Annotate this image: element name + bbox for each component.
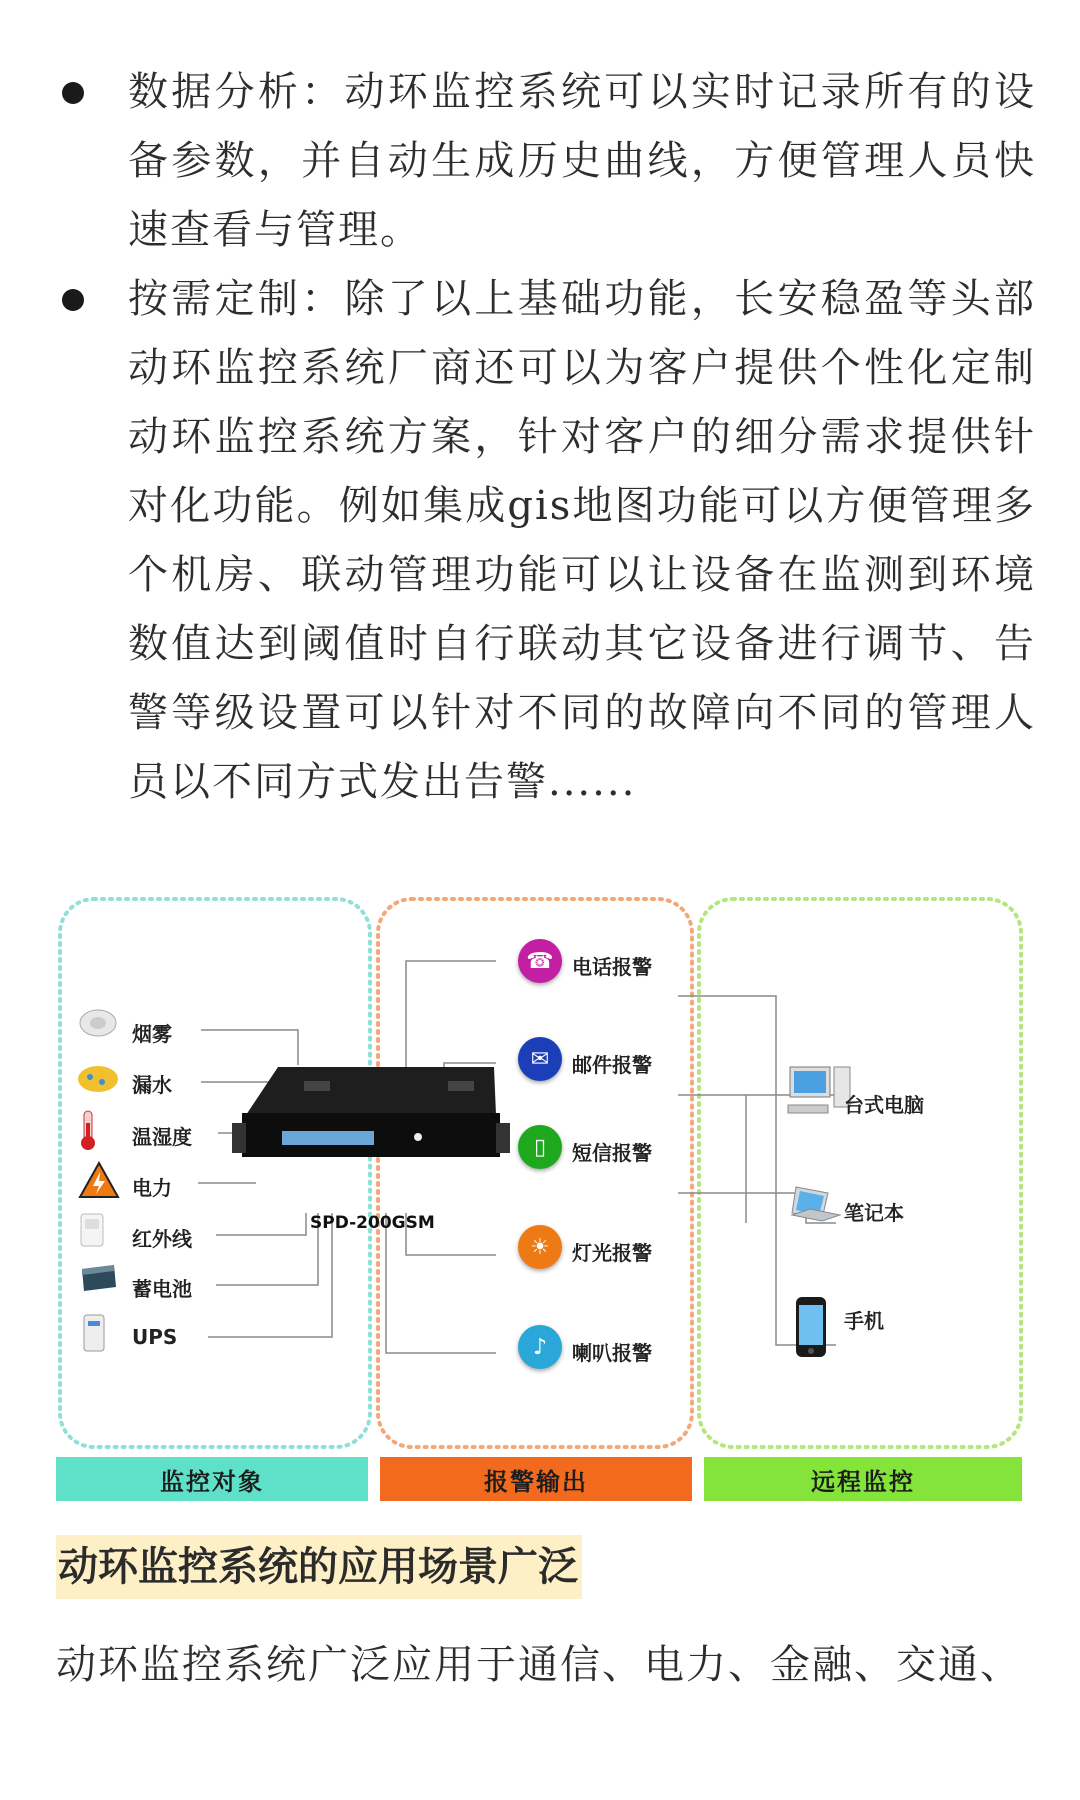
monitoring-system-diagram (56, 895, 1028, 1525)
bullet-dot-icon (62, 289, 84, 311)
feature-bullet-list (56, 58, 1036, 817)
source-label: UPS (132, 1325, 178, 1349)
speaker-icon: ♪ (518, 1325, 562, 1369)
phone-icon: ☎ (518, 939, 562, 983)
infrared-sensor-icon (78, 1211, 120, 1249)
alarm-label: 灯光报警 (572, 1241, 652, 1265)
power-warning-icon (78, 1161, 120, 1199)
mail-icon: ✉ (518, 1037, 562, 1081)
alarm-label: 喇叭报警 (572, 1341, 652, 1365)
device-model-label: SPD-200GSM (310, 1213, 435, 1233)
spd-200gsm-device (232, 1067, 510, 1157)
sms-icon: ▯ (518, 1125, 562, 1169)
source-label: 蓄电池 (132, 1277, 192, 1301)
source-label: 温湿度 (132, 1125, 192, 1149)
band-monitor-objects: 监控对象 (56, 1457, 368, 1501)
water-leak-icon (76, 1059, 118, 1097)
battery-icon (78, 1261, 120, 1299)
body-paragraph: 动环监控系统广泛应用于通信、电力、金融、交通、 (56, 1642, 1022, 1688)
remote-label: 台式电脑 (844, 1093, 924, 1117)
bullet-text: 按需定制：除了以上基础功能，长安稳盈等头部动环监控系统厂商还可以为客户提供个性化定制动环监控系统方案，针对客户的细分需求提供针对化功能。例如集成gis地图功能可以方便管理多个机房、联动管理功能可以让设备在监测到环境数值达到阈值时自行联动其它设备进行调节、告警等级设置可以针对不同的故障向不同的管理人员以不同方式发出告警...... (128, 276, 1036, 805)
section-heading: 动环监控系统的应用场景广泛 (56, 1535, 582, 1599)
alarm-label: 邮件报警 (572, 1053, 652, 1077)
bullet-item (56, 58, 1036, 265)
bullet-item (56, 265, 1036, 817)
ups-icon (80, 1313, 122, 1351)
remote-group-border (699, 899, 1021, 1447)
remote-label: 手机 (844, 1309, 884, 1333)
smoke-detector-icon (78, 1007, 120, 1045)
light-bulb-icon: ☀ (518, 1225, 562, 1269)
band-remote-monitor: 远程监控 (704, 1457, 1022, 1501)
alarm-label: 短信报警 (572, 1141, 652, 1165)
source-label: 烟雾 (132, 1022, 172, 1046)
bullet-dot-icon (62, 82, 84, 104)
bullet-text: 数据分析：动环监控系统可以实时记录所有的设备参数，并自动生成历史曲线，方便管理人员快速查看与管理。 (128, 69, 1036, 253)
alarm-label: 电话报警 (572, 955, 652, 979)
band-alarm-output: 报警输出 (380, 1457, 692, 1501)
remote-label: 笔记本 (844, 1201, 904, 1225)
source-label: 漏水 (132, 1073, 172, 1097)
thermometer-icon (78, 1109, 120, 1147)
source-label: 电力 (132, 1176, 172, 1200)
source-label: 红外线 (132, 1227, 192, 1251)
